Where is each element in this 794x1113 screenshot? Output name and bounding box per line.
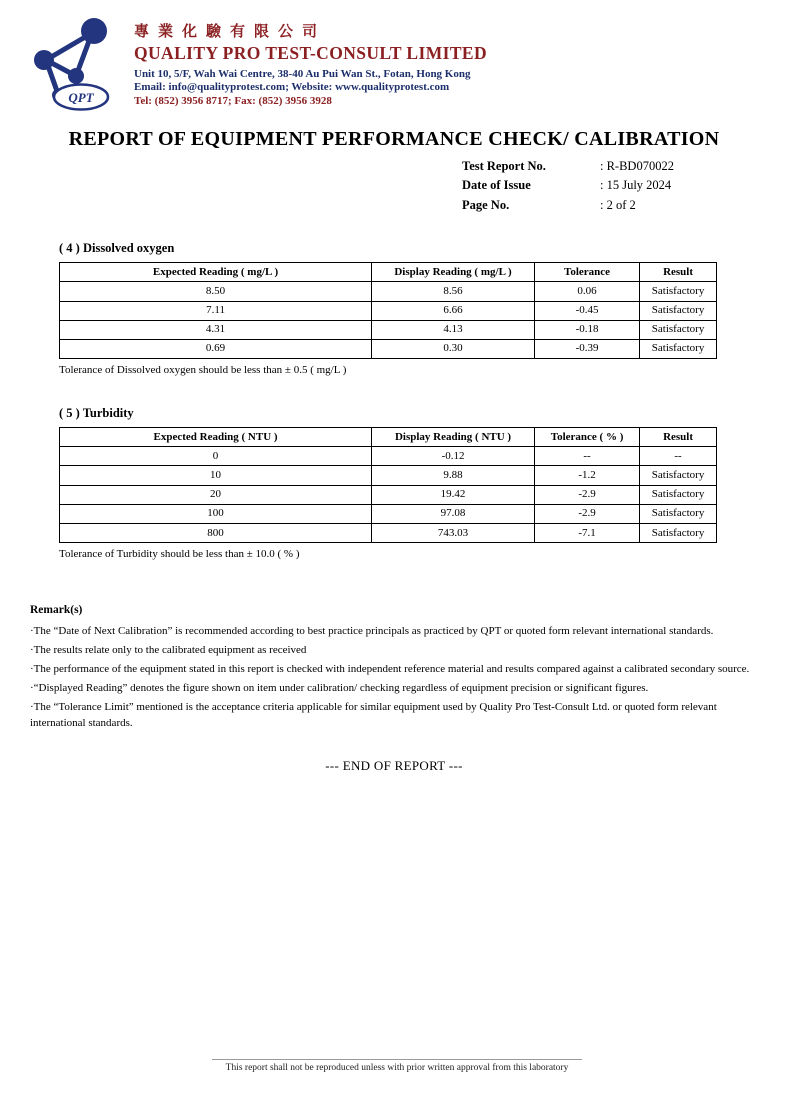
letterhead [30, 14, 758, 112]
table-cell: 0.30 [372, 339, 535, 358]
section-turbidity [59, 406, 717, 560]
section-dissolved-oxygen [59, 241, 717, 376]
table-cell: -0.12 [372, 447, 535, 466]
table-cell: Satisfactory [640, 301, 717, 320]
table-row [60, 466, 717, 485]
tolerance-note: Tolerance of Turbidity should be less than ± 10.0 ( % ) [59, 548, 300, 561]
letterhead-text [134, 14, 487, 108]
table-cell: Satisfactory [640, 504, 717, 523]
table-row [60, 320, 717, 339]
meta-value-test-report-no: : R-BD070022 [600, 159, 674, 173]
table-cell: 7.11 [60, 301, 372, 320]
table-cell: 4.13 [372, 320, 535, 339]
dissolved-oxygen-table [59, 262, 717, 359]
remarks-list [30, 624, 756, 732]
logo-text: QPT [68, 90, 94, 105]
column-header: Display Reading ( mg/L ) [372, 263, 535, 282]
table-cell: -0.18 [535, 320, 640, 339]
table-cell: 9.88 [372, 466, 535, 485]
meta-row [462, 196, 758, 215]
column-header: Result [640, 428, 717, 447]
remarks-heading: Remark(s) [30, 604, 83, 617]
meta-row [462, 176, 758, 195]
table-cell: -7.1 [535, 524, 640, 543]
table-cell: Satisfactory [640, 466, 717, 485]
table-cell: Satisfactory [640, 320, 717, 339]
table-cell: -1.2 [535, 466, 640, 485]
table-cell: -- [640, 447, 717, 466]
table-cell: Satisfactory [640, 282, 717, 301]
company-tel-fax: Tel: (852) 3956 8717; Fax: (852) 3956 3928 [134, 94, 332, 107]
table-cell: 800 [60, 524, 372, 543]
company-name-english: QUALITY PRO TEST-CONSULT LIMITED [134, 43, 488, 63]
section-heading: ( 4 ) Dissolved oxygen [59, 241, 175, 256]
page-title: REPORT OF EQUIPMENT PERFORMANCE CHECK/ CALIBRATION [68, 128, 720, 150]
remark-item: ·The “Tolerance Limit” mentioned is the acceptance criteria applicable for similar equipment used by Quality Pro Test-Consult Ltd. or quoted form relevant international standards. [30, 700, 717, 729]
remark-item: ·The performance of the equipment stated in this report is checked with independent reference material and results compared against a calibrated secondary source. [30, 663, 750, 676]
table-cell: -2.9 [535, 485, 640, 504]
remarks-section [30, 604, 756, 732]
meta-value-date-of-issue: : 15 July 2024 [600, 178, 672, 193]
table-cell: 0 [60, 447, 372, 466]
table-cell: Satisfactory [640, 524, 717, 543]
company-email-website: Email: info@qualityprotest.com; Website: www.qualityprotest.com [134, 81, 450, 94]
column-header: Expected Reading ( NTU ) [60, 428, 372, 447]
table-cell: 0.69 [60, 339, 372, 358]
report-meta [462, 157, 758, 215]
meta-label-page-no: Page No. [462, 197, 510, 212]
remark-item: ·The results relate only to the calibrated equipment as received [30, 644, 307, 657]
meta-value-page-no: : 2 of 2 [600, 197, 636, 212]
footer-disclaimer: This report shall not be reproduced unless with prior written approval from this laboratory [212, 1059, 583, 1073]
turbidity-table [59, 427, 717, 543]
table-header-row [60, 263, 717, 282]
table-cell: 8.56 [372, 282, 535, 301]
tolerance-note: Tolerance of Dissolved oxygen should be less than ± 0.5 ( mg/L ) [59, 364, 347, 377]
table-cell: Satisfactory [640, 485, 717, 504]
remark-item: ·“Displayed Reading” denotes the figure shown on item under calibration/ checking regardless of equipment precision or significant figures. [30, 682, 649, 694]
table-cell: 10 [60, 466, 372, 485]
column-header: Tolerance [535, 263, 640, 282]
section-heading: ( 5 ) Turbidity [59, 406, 134, 421]
end-of-report-text: --- END OF REPORT --- [325, 757, 463, 773]
table-cell: 19.42 [372, 485, 535, 504]
table-row [60, 485, 717, 504]
table-cell: 8.50 [60, 282, 372, 301]
column-header: Expected Reading ( mg/L ) [60, 263, 372, 282]
column-header: Result [640, 263, 717, 282]
table-cell: -0.39 [535, 339, 640, 358]
table-cell: -0.45 [535, 301, 640, 320]
company-address: Unit 10, 5/F, Wah Wai Centre, 38-40 Au Pui Wan St., Fotan, Hong Kong [134, 68, 471, 80]
table-cell: 20 [60, 485, 372, 504]
table-cell: -- [535, 447, 640, 466]
table-cell: -2.9 [535, 504, 640, 523]
table-cell: 4.31 [60, 320, 372, 339]
table-header-row [60, 428, 717, 447]
table-row [60, 301, 717, 320]
qpt-molecule-logo-icon [30, 14, 122, 112]
column-header: Display Reading ( NTU ) [372, 428, 535, 447]
table-cell: 6.66 [372, 301, 535, 320]
table-row [60, 282, 717, 301]
remark-item: ·The “Date of Next Calibration” is recommended according to best practice principals as practiced by QPT or quoted form relevant international standards. [30, 625, 714, 638]
table-cell: Satisfactory [640, 339, 717, 358]
company-name-chinese: 專業化驗有限公司 [134, 24, 327, 40]
page-footer [0, 1057, 794, 1075]
table-row [60, 339, 717, 358]
table-row [60, 504, 717, 523]
column-header: Tolerance ( % ) [535, 428, 640, 447]
table-cell: 743.03 [372, 524, 535, 543]
table-row [60, 524, 717, 543]
meta-row [462, 157, 758, 176]
meta-label-test-report-no: Test Report No. [462, 159, 546, 173]
table-cell: 97.08 [372, 504, 535, 523]
table-cell: 100 [60, 504, 372, 523]
meta-label-date-of-issue: Date of Issue [462, 178, 531, 193]
table-row [60, 447, 717, 466]
table-cell: 0.06 [535, 282, 640, 301]
